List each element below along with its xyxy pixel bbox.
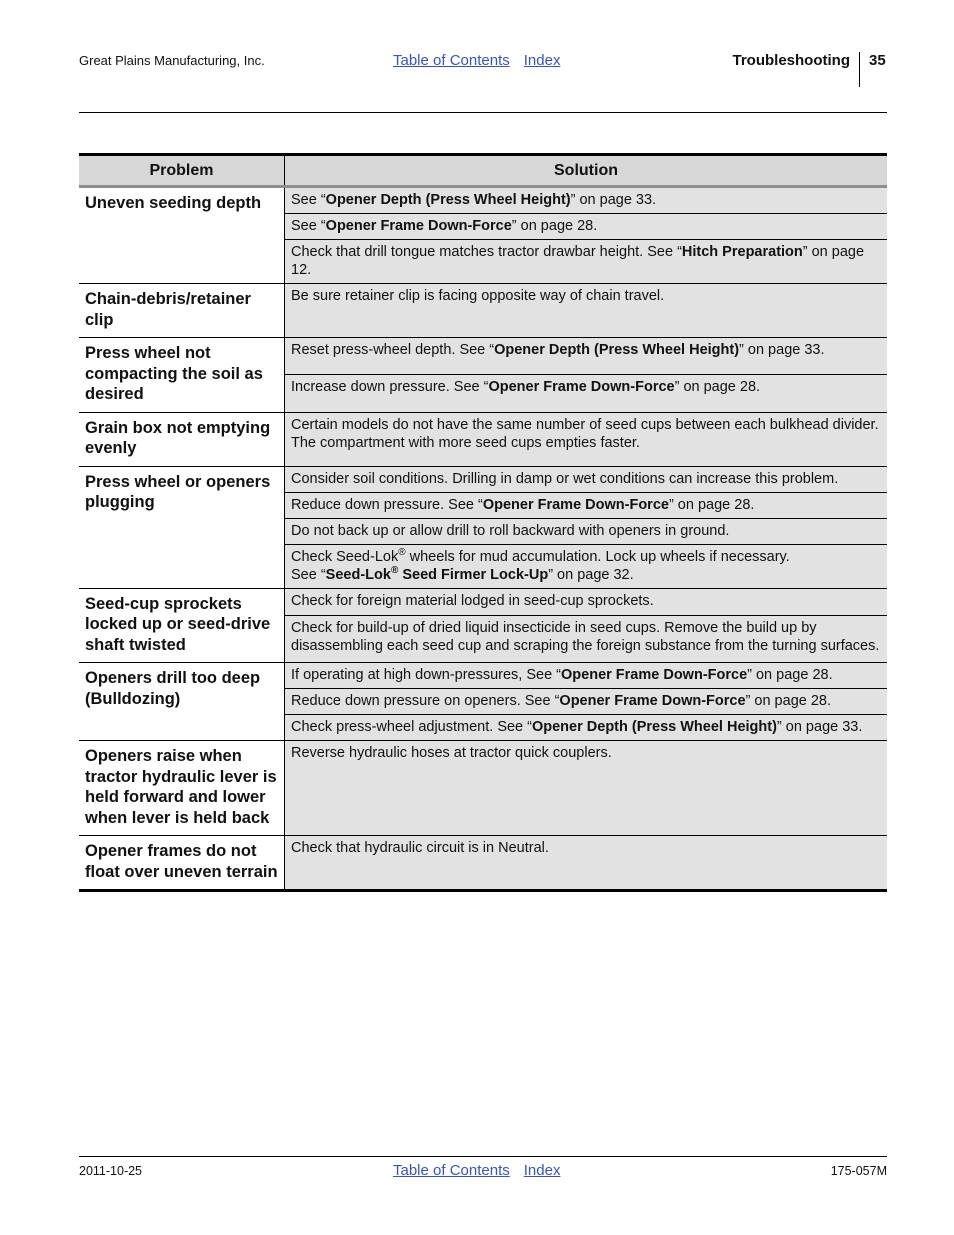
solution-reference: Hitch Preparation [681,244,803,260]
solution-reference: Opener Frame Down-Force [561,667,748,683]
header-nav [393,52,574,69]
solution-reference: Opener Depth (Press Wheel Height) [494,342,740,358]
solution-text: Check press-wheel adjustment. See “ [291,719,532,735]
solution-text: Check Seed-Lok [291,548,399,565]
table-header-row [79,155,887,187]
registered-mark: ® [398,546,406,558]
solution-cell [285,588,888,616]
solution-reference: Seed-Lok [325,566,391,583]
solution-cell [285,466,888,492]
solution-cell [285,375,888,412]
solution-column-header: Solution [285,155,888,187]
solution-text: ” on page 12. [291,244,865,278]
solution-text: ” on page 28. [674,379,761,396]
registered-mark: ® [390,564,399,576]
solution-text: ” on page 33. [739,342,825,358]
table-row [79,284,887,338]
footer-nav [393,1162,574,1179]
problem-cell: Seed-cup sprockets locked up or seed-drive shaft twisted [79,588,285,663]
solution-text: Do not back up or allow drill to roll backward with openers in ground. [291,522,730,539]
problem-cell: Uneven seeding depth [79,187,285,284]
header-section-title: Troubleshooting [732,52,850,69]
solution-text: If operating at high down-pressures, See “ [291,667,562,683]
solution-text: ” on page 32. [548,566,634,583]
solution-text: ” on page 33. [776,719,863,735]
footer-index-link[interactable]: Index [523,1162,561,1179]
solution-cell [285,214,888,240]
solution-cell [285,544,888,588]
footer-toc-link[interactable]: Table of Contents [393,1162,510,1179]
header-divider [859,52,860,87]
problem-cell: Grain box not emptying evenly [79,412,285,466]
solution-cell [285,616,888,663]
solution-reference: Opener Depth (Press Wheel Height) [531,719,777,735]
header-toc-link[interactable]: Table of Contents [393,52,510,69]
solution-text: ” on page 28. [747,667,833,683]
solution-text: ” on page 28. [745,693,832,709]
solution-text: Be sure retainer clip is facing opposite way of chain travel. [291,288,665,304]
footer-doc-number: 175-057M [830,1164,887,1178]
solution-text: Check for build-up of dried liquid insecticide in seed cups. Remove the build up by disassembling each seed cup and scraping the foreign substance from the turning surfaces. [291,620,880,655]
solution-text: Check that drill tongue matches tractor drawbar height. See “ [291,244,682,260]
solution-text: Reduce down pressure. See “ [291,496,483,513]
table-row [79,187,887,214]
solution-cell [285,518,888,544]
problem-cell: Press wheel not compacting the soil as desired [79,338,285,413]
troubleshooting-table [79,153,887,892]
solution-cell [285,240,888,284]
solution-text: Reverse hydraulic hoses at tractor quick couplers. [291,745,612,761]
solution-cell [285,836,888,891]
problem-cell: Press wheel or openers plugging [79,466,285,588]
table-row [79,466,887,492]
table-row [79,588,887,616]
solution-cell [285,338,888,375]
solution-reference: Opener Frame Down-Force [482,496,669,513]
footer-date: 2011-10-25 [79,1164,143,1178]
solution-reference: Opener Frame Down-Force [325,218,512,234]
solution-text: Reset press-wheel depth. See “ [291,342,495,358]
solution-cell [285,715,888,741]
table-row [79,663,887,689]
page-number: 35 [869,52,886,69]
solution-cell [285,187,888,214]
solution-text: See “ [291,218,326,234]
solution-text: Certain models do not have the same number of seed cups between each bulkhead divider. The compartment with more seed cups empties faster. [291,416,879,451]
solution-text: Consider soil conditions. Drilling in damp or wet conditions can increase this problem. [291,470,839,487]
solution-cell [285,284,888,338]
solution-text: Check that hydraulic circuit is in Neutral. [291,840,549,856]
solution-text: ” on page 28. [511,218,598,234]
table-row [79,412,887,466]
solution-cell [285,412,888,466]
header-company: Great Plains Manufacturing, Inc. [79,53,265,68]
solution-reference: Opener Frame Down-Force [488,379,675,396]
solution-text: ” on page 33. [570,192,657,208]
solution-text: Increase down pressure. See “ [291,379,489,396]
problem-cell: Openers raise when tractor hydraulic lever is held forward and lower when lever is held back [79,741,285,836]
solution-text: See “ [291,566,326,583]
solution-text: ” on page 28. [668,496,755,513]
problem-cell: Opener frames do not float over uneven terrain [79,836,285,891]
header-index-link[interactable]: Index [523,52,561,69]
table-row [79,338,887,375]
table-row [79,836,887,891]
solution-reference: Opener Depth (Press Wheel Height) [325,192,571,208]
table-row [79,741,887,836]
solution-cell [285,663,888,689]
solution-text: wheels for mud accumulation. Lock up wheels if necessary. [405,548,790,565]
solution-text: Reduce down pressure on openers. See “ [291,693,560,709]
solution-reference: Seed Firmer Lock-Up [398,566,549,583]
solution-reference: Opener Frame Down-Force [559,693,746,709]
header-rule [79,112,887,113]
solution-cell [285,689,888,715]
solution-cell [285,741,888,836]
problem-column-header: Problem [79,155,285,187]
table-body [79,187,887,891]
solution-cell [285,492,888,518]
footer-rule [79,1156,887,1157]
problem-cell: Openers drill too deep (Bulldozing) [79,663,285,741]
problem-cell: Chain-debris/retainer clip [79,284,285,338]
solution-text: Check for foreign material lodged in seed-cup sprockets. [291,592,654,609]
solution-text: See “ [291,192,326,208]
